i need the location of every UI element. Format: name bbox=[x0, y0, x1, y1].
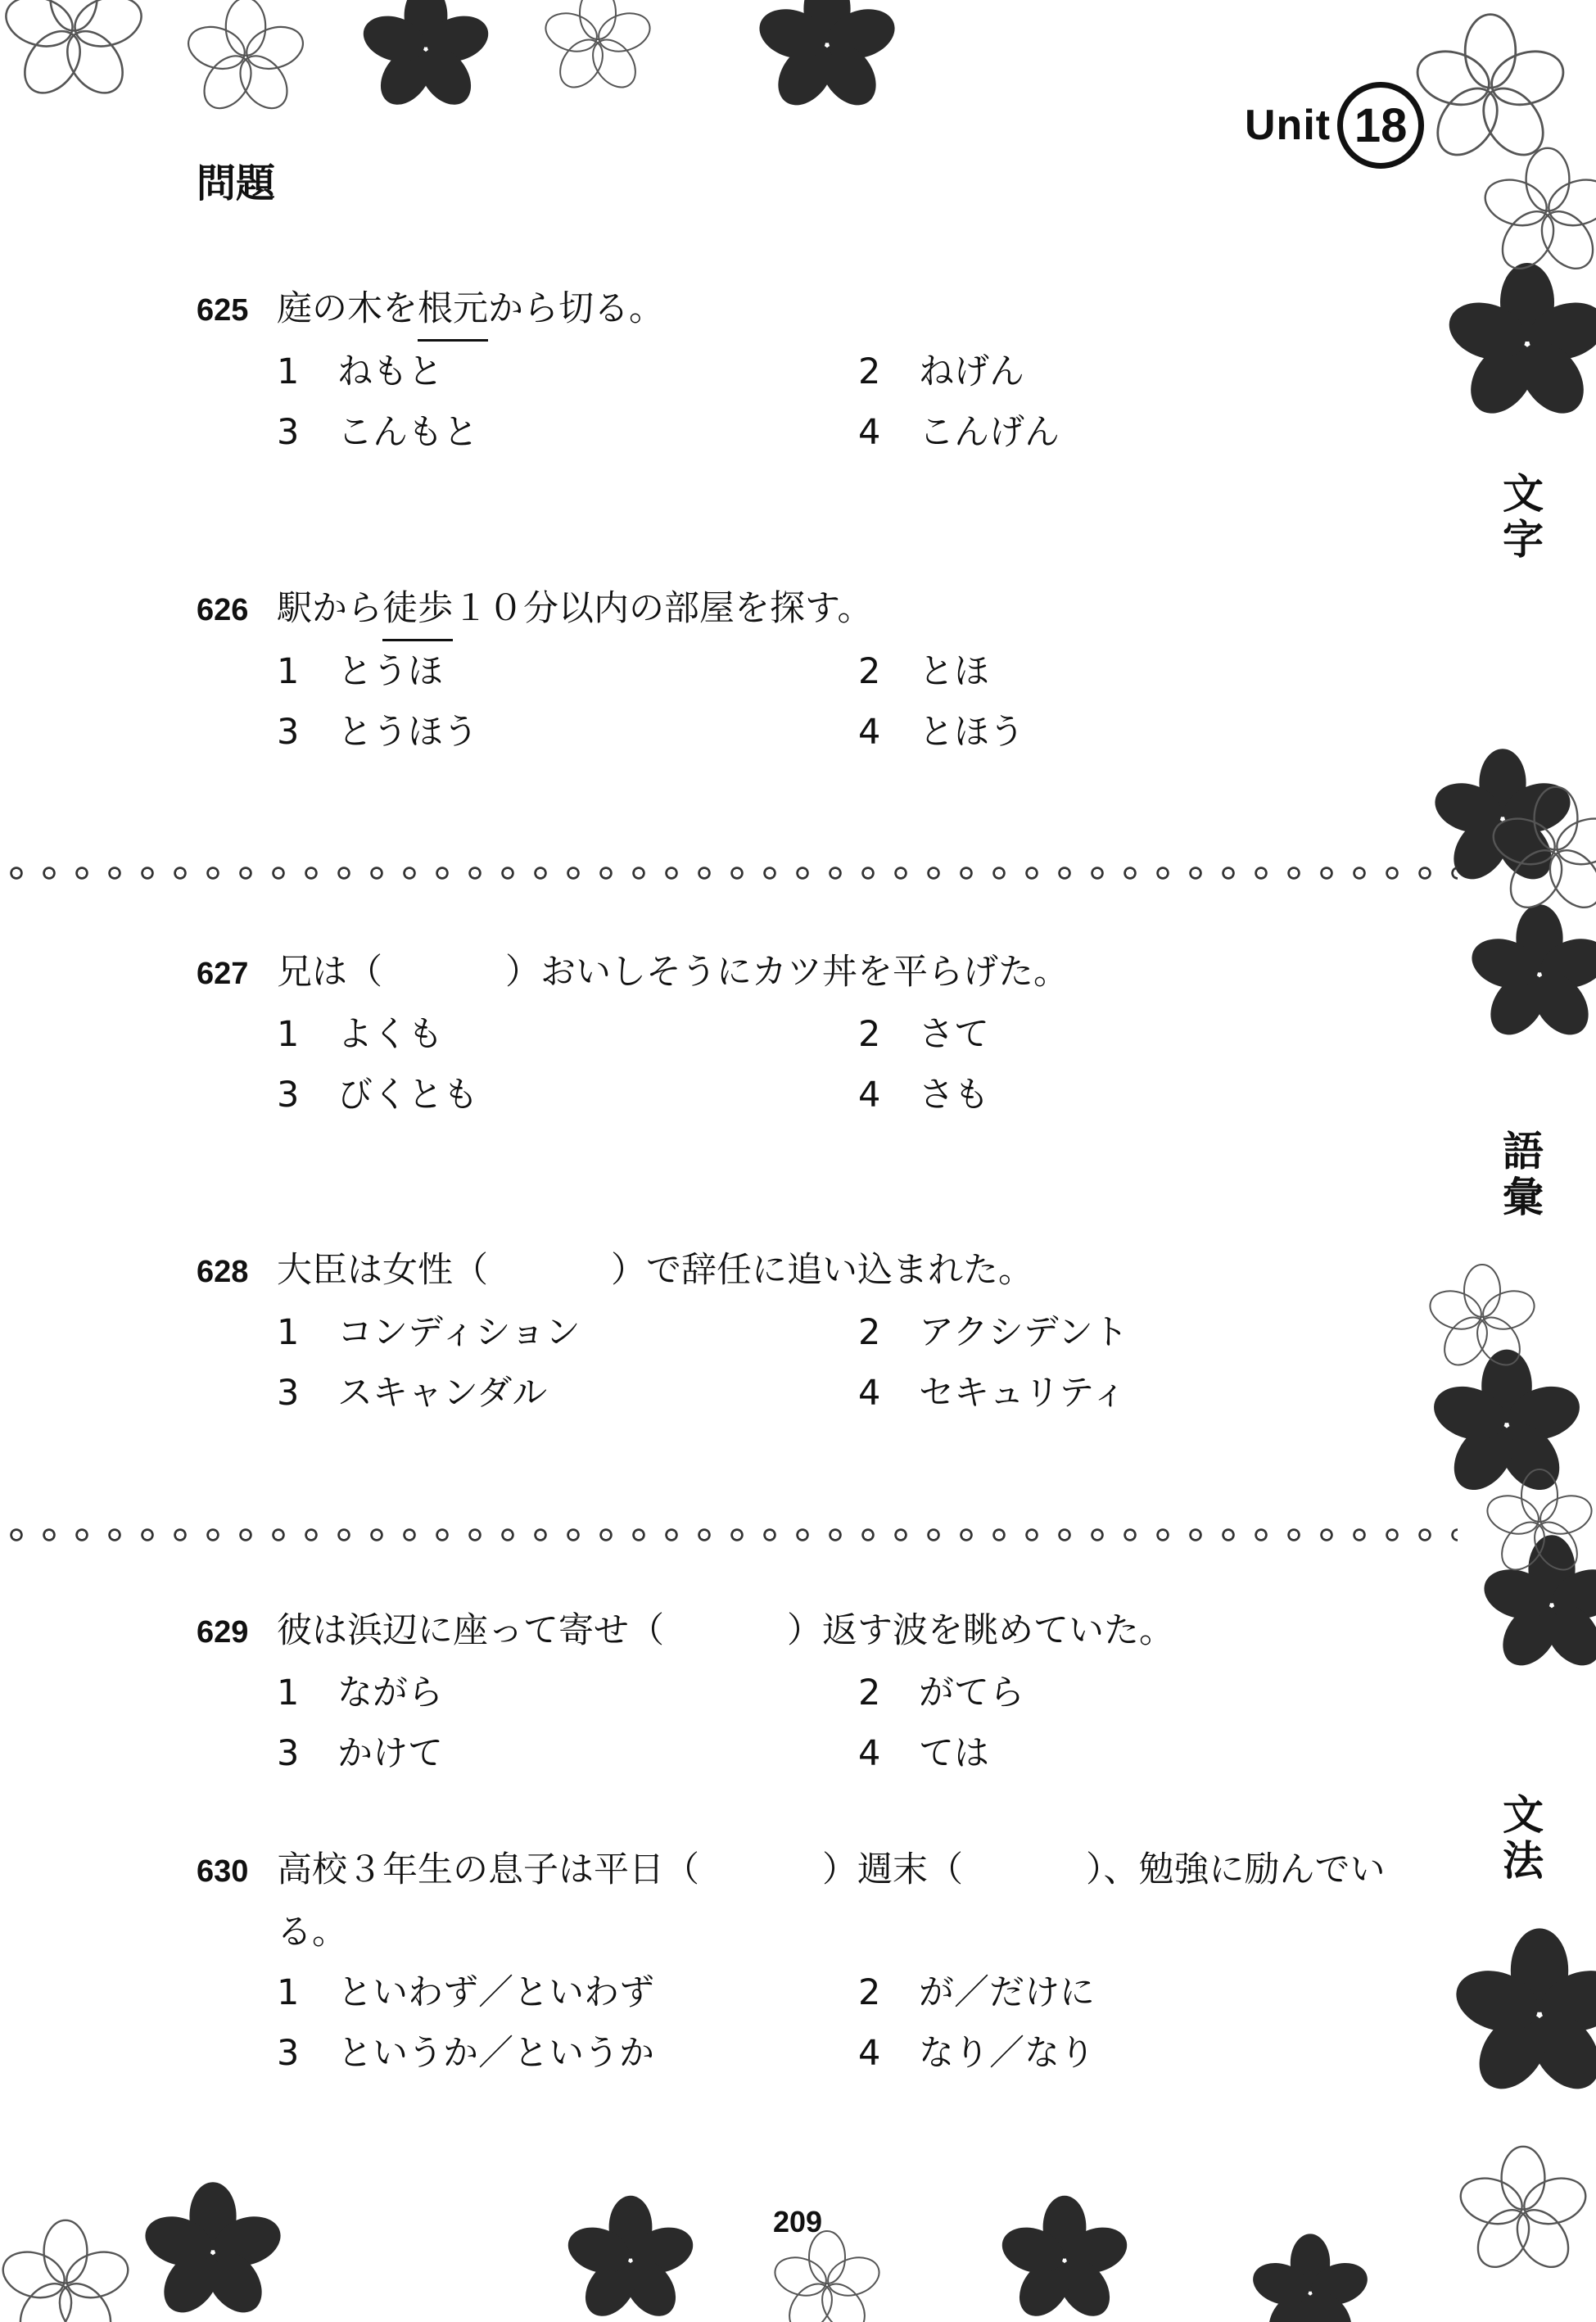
choice-number: 4 bbox=[858, 1373, 881, 1414]
choice-2[interactable] bbox=[858, 641, 1284, 702]
choice-2[interactable] bbox=[858, 1962, 1284, 2023]
unit-indicator bbox=[1245, 82, 1424, 169]
choice-2[interactable] bbox=[858, 1302, 1284, 1363]
question-text: ）週末（ bbox=[822, 1849, 963, 1890]
choice-text: かけて bbox=[337, 1733, 443, 1774]
question-627 bbox=[197, 942, 1284, 1125]
choice-text: とほう bbox=[919, 712, 1024, 753]
page-number: 209 bbox=[773, 2205, 823, 2238]
question-text: 大臣は女性（ bbox=[277, 1250, 488, 1291]
choice-number: 2 bbox=[858, 351, 881, 392]
choice-4[interactable] bbox=[858, 1723, 1284, 1784]
dotted-divider bbox=[0, 865, 1458, 881]
dotted-divider bbox=[0, 1527, 1458, 1543]
choice-text: が／だけに bbox=[919, 1972, 1095, 2013]
question-text: ）返す波を眺めていた。 bbox=[787, 1610, 1174, 1651]
choice-4[interactable] bbox=[858, 2023, 1284, 2084]
choice-text: びくとも bbox=[337, 1075, 478, 1116]
choice-1[interactable] bbox=[277, 641, 858, 702]
choice-text: といわず／といわず bbox=[337, 1972, 654, 2013]
section-heading: 問題 bbox=[197, 161, 276, 206]
question-number: 630 bbox=[197, 1854, 249, 1889]
question-630 bbox=[197, 1840, 1386, 2084]
question-text: ）おいしそうにカツ丼を平らげた。 bbox=[505, 952, 1069, 993]
question-line bbox=[197, 1840, 1386, 1902]
choice-text: コンディション bbox=[337, 1312, 581, 1353]
choice-number: 1 bbox=[277, 351, 300, 392]
question-text: ）、勉強に励んでい bbox=[1086, 1849, 1386, 1890]
unit-label: Unit bbox=[1245, 102, 1332, 149]
choice-1[interactable] bbox=[277, 342, 858, 402]
choice-text: よくも bbox=[337, 1014, 443, 1055]
question-text-continued: る。 bbox=[277, 1912, 347, 1953]
choice-number: 4 bbox=[858, 1075, 881, 1116]
choice-text: こんげん bbox=[919, 412, 1060, 453]
choice-number: 4 bbox=[858, 712, 881, 753]
question-625 bbox=[197, 278, 1284, 463]
choice-1[interactable] bbox=[277, 1663, 858, 1723]
choice-4[interactable] bbox=[858, 1065, 1284, 1125]
choice-number: 1 bbox=[277, 651, 300, 692]
question-text: から切る。 bbox=[488, 288, 664, 329]
question-line bbox=[197, 1240, 1284, 1302]
choice-number: 4 bbox=[858, 1733, 881, 1774]
choice-3[interactable] bbox=[277, 1065, 858, 1125]
question-text: ）で辞任に追い込まれた。 bbox=[611, 1250, 1033, 1291]
question-line bbox=[197, 942, 1284, 1004]
choice-number: 4 bbox=[858, 412, 881, 453]
choice-text: セキュリティ bbox=[919, 1373, 1127, 1414]
choice-2[interactable] bbox=[858, 342, 1284, 402]
choice-number: 1 bbox=[277, 1672, 300, 1713]
choice-list bbox=[197, 641, 1284, 763]
choice-number: 2 bbox=[858, 1972, 881, 2013]
choice-number: 2 bbox=[858, 1014, 881, 1055]
choice-number: 3 bbox=[277, 1075, 300, 1116]
choice-number: 3 bbox=[277, 1373, 300, 1414]
question-text: 駅から bbox=[277, 588, 382, 629]
question-626 bbox=[197, 578, 1284, 763]
choice-2[interactable] bbox=[858, 1004, 1284, 1065]
choice-text: がてら bbox=[919, 1672, 1024, 1713]
choice-list bbox=[197, 1962, 1386, 2084]
question-line bbox=[197, 278, 1284, 342]
choice-number: 2 bbox=[858, 1672, 881, 1713]
question-text: 兄は（ bbox=[277, 952, 382, 993]
side-label-bunpou: 文法 bbox=[1503, 1791, 1544, 1885]
unit-number-badge: 18 bbox=[1337, 82, 1424, 169]
choice-text: スキャンダル bbox=[337, 1373, 548, 1414]
choice-4[interactable] bbox=[858, 1363, 1284, 1424]
question-line bbox=[197, 578, 1284, 641]
choice-2[interactable] bbox=[858, 1663, 1284, 1723]
choice-text: とうほ bbox=[337, 651, 443, 692]
choice-1[interactable] bbox=[277, 1962, 858, 2023]
question-number: 629 bbox=[197, 1615, 249, 1650]
side-label-moji: 文字 bbox=[1503, 470, 1544, 564]
choice-3[interactable] bbox=[277, 1363, 858, 1424]
question-number: 628 bbox=[197, 1255, 249, 1289]
choice-text: さも bbox=[919, 1075, 989, 1116]
choice-list bbox=[197, 342, 1284, 463]
choice-3[interactable] bbox=[277, 2023, 858, 2084]
choice-list bbox=[197, 1663, 1284, 1784]
choice-1[interactable] bbox=[277, 1004, 858, 1065]
choice-3[interactable] bbox=[277, 1723, 858, 1784]
choice-text: なり／なり bbox=[919, 2033, 1095, 2074]
choice-text: ねもと bbox=[337, 351, 443, 392]
question-text: １０分以内の部屋を探す。 bbox=[453, 588, 873, 629]
choice-list bbox=[197, 1302, 1284, 1424]
underlined-word: 徒歩 bbox=[382, 578, 453, 641]
choice-text: さて bbox=[919, 1014, 989, 1055]
question-number: 627 bbox=[197, 957, 249, 991]
choice-number: 2 bbox=[858, 651, 881, 692]
question-text: 庭の木を bbox=[277, 288, 418, 329]
underlined-word: 根元 bbox=[418, 278, 488, 342]
choice-number: 2 bbox=[858, 1312, 881, 1353]
choice-1[interactable] bbox=[277, 1302, 858, 1363]
choice-text: とほ bbox=[919, 651, 989, 692]
choice-3[interactable] bbox=[277, 702, 858, 763]
choice-text: ねげん bbox=[919, 351, 1024, 392]
choice-number: 1 bbox=[277, 1312, 300, 1353]
choice-text: ては bbox=[919, 1733, 989, 1774]
choice-text: アクシデント bbox=[919, 1312, 1128, 1353]
choice-number: 4 bbox=[858, 2033, 881, 2074]
choice-number: 3 bbox=[277, 712, 300, 753]
choice-number: 3 bbox=[277, 2033, 300, 2074]
question-number: 625 bbox=[197, 293, 249, 328]
side-label-goi: 語彙 bbox=[1503, 1128, 1544, 1221]
choice-text: こんもと bbox=[337, 412, 478, 453]
question-628 bbox=[197, 1240, 1284, 1424]
choice-list bbox=[197, 1004, 1284, 1125]
choice-text: というか／というか bbox=[337, 2033, 654, 2074]
question-number: 626 bbox=[197, 593, 249, 627]
choice-text: ながら bbox=[337, 1672, 443, 1713]
choice-3[interactable] bbox=[277, 402, 858, 463]
choice-number: 1 bbox=[277, 1972, 300, 2013]
choice-4[interactable] bbox=[858, 702, 1284, 763]
question-line bbox=[197, 1600, 1284, 1663]
choice-text: とうほう bbox=[337, 712, 478, 753]
choice-number: 1 bbox=[277, 1014, 300, 1055]
question-text: 高校３年生の息子は平日（ bbox=[277, 1849, 699, 1890]
choice-4[interactable] bbox=[858, 402, 1284, 463]
choice-number: 3 bbox=[277, 412, 300, 453]
question-text: 彼は浜辺に座って寄せ（ bbox=[277, 1610, 664, 1651]
choice-number: 3 bbox=[277, 1733, 300, 1774]
question-629 bbox=[197, 1600, 1284, 1784]
